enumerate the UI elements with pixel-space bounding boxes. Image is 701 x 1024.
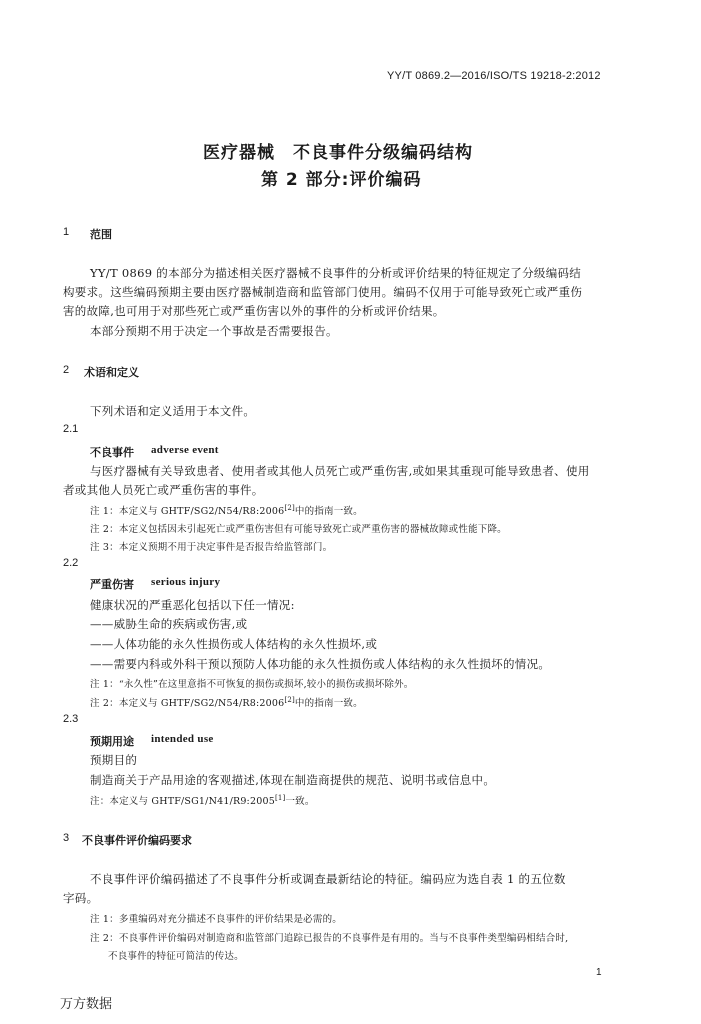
term-2-2-chinese: 严重伤害 [90, 578, 134, 591]
terms-intro: 下列术语和定义适用于本文件。 [90, 404, 256, 418]
section-1-number: 1 [63, 226, 70, 238]
term-2-1-note-1: 注 1：本定义与 GHTF/SG2/N54/R8:2006[2]中的指南一致。 [90, 503, 363, 517]
page-number: 1 [596, 967, 602, 978]
term-2-2-definition-intro: 健康状况的严重恶化包括以下任一情况: [90, 598, 295, 612]
standard-number: YY/T 0869.2—2016/ISO/TS 19218-2:2012 [387, 70, 601, 82]
term-2-3-number: 2.3 [63, 713, 79, 725]
section-3-heading: 不良事件评价编码要求 [82, 834, 192, 847]
term-2-2-english: serious injury [151, 576, 221, 588]
term-2-3-chinese: 预期用途 [90, 735, 134, 748]
term-2-2-list-item-2: ——人体功能的永久性损伤或人体结构的永久性损坏,或 [90, 637, 378, 651]
term-2-3-alternative: 预期目的 [90, 753, 138, 767]
scope-paragraph-line-3: 害的故障,也可用于对那些死亡或严重伤害以外的事件的分析或评价结果。 [63, 304, 445, 318]
section-2-heading: 术语和定义 [84, 366, 139, 379]
term-2-1-note-2: 注 2：本定义包括因未引起死亡或严重伤害但有可能导致死亡或严重伤害的器械故障或性能下降。 [90, 524, 507, 535]
scope-paragraph-line-1: YY/T 0869 的本部分为描述相关医疗器械不良事件的分析或评价结果的特征规定了分级编码结 [90, 266, 582, 280]
term-2-1-definition-line-1: 与医疗器械有关导致患者、使用者或其他人员死亡或严重伤害,或如果其重现可能导致患者、使用 [90, 464, 590, 478]
term-2-2-list-item-1: ——威胁生命的疾病或伤害,或 [90, 617, 248, 631]
section-3-note-2-line-1: 注 2：不良事件评价编码对制造商和监管部门追踪已报告的不良事件是有用的。当与不良事件类型编码相结合时, [90, 933, 569, 944]
citation-ref: [1] [274, 793, 286, 802]
term-2-1-chinese: 不良事件 [90, 446, 134, 459]
term-2-1-definition-line-2: 者或其他人员死亡或严重伤害的事件。 [63, 483, 264, 497]
term-2-1-number: 2.1 [63, 423, 79, 435]
citation-ref: [2] [284, 695, 295, 704]
watermark: 万方数据 [60, 997, 113, 1012]
term-2-1-note-3: 注 3：本定义预期不用于决定事件是否报告给监管部门。 [90, 542, 333, 553]
title-line-2: 第 2 部分:评价编码 [261, 170, 422, 190]
term-2-2-note-1: 注 1：“永久性”在这里意指不可恢复的损伤或损坏,较小的损伤或损坏除外。 [90, 679, 414, 690]
scope-paragraph-2: 本部分预期不用于决定一个事故是否需要报告。 [90, 324, 338, 338]
term-2-3-note: 注：本定义与 GHTF/SG1/N41/R9:2005[1]一致。 [90, 793, 315, 807]
term-2-2-list-item-3: ——需要内科或外科干预以预防人体功能的永久性损伤或人体结构的永久性损坏的情况。 [90, 657, 551, 671]
section-3-paragraph-line-1: 不良事件评价编码描述了不良事件分析或调查最新结论的特征。编码应为选自表 1 的五位数 [90, 872, 566, 886]
section-3-note-2-line-2: 不良事件的特征可简洁的传达。 [108, 951, 244, 962]
term-2-1-english: adverse event [151, 444, 219, 456]
term-2-3-english: intended use [151, 733, 214, 745]
term-2-2-number: 2.2 [63, 557, 79, 569]
section-1-heading: 范围 [90, 228, 112, 241]
section-3-number: 3 [63, 832, 70, 844]
section-3-paragraph-line-2: 字码。 [63, 891, 99, 905]
citation-ref: [2] [284, 503, 295, 512]
scope-paragraph-line-2: 构要求。这些编码预期主要由医疗器械制造商和监管部门使用。编码不仅用于可能导致死亡或严重伤 [63, 285, 583, 299]
term-2-2-note-2: 注 2：本定义与 GHTF/SG2/N54/R8:2006[2]中的指南一致。 [90, 695, 363, 709]
title-line-1: 医疗器械 不良事件分级编码结构 [203, 143, 473, 163]
section-3-note-1: 注 1：多重编码对充分描述不良事件的评价结果是必需的。 [90, 914, 342, 925]
term-2-3-definition: 制造商关于产品用途的客观描述,体现在制造商提供的规范、说明书或信息中。 [90, 773, 496, 787]
section-2-number: 2 [63, 364, 70, 376]
